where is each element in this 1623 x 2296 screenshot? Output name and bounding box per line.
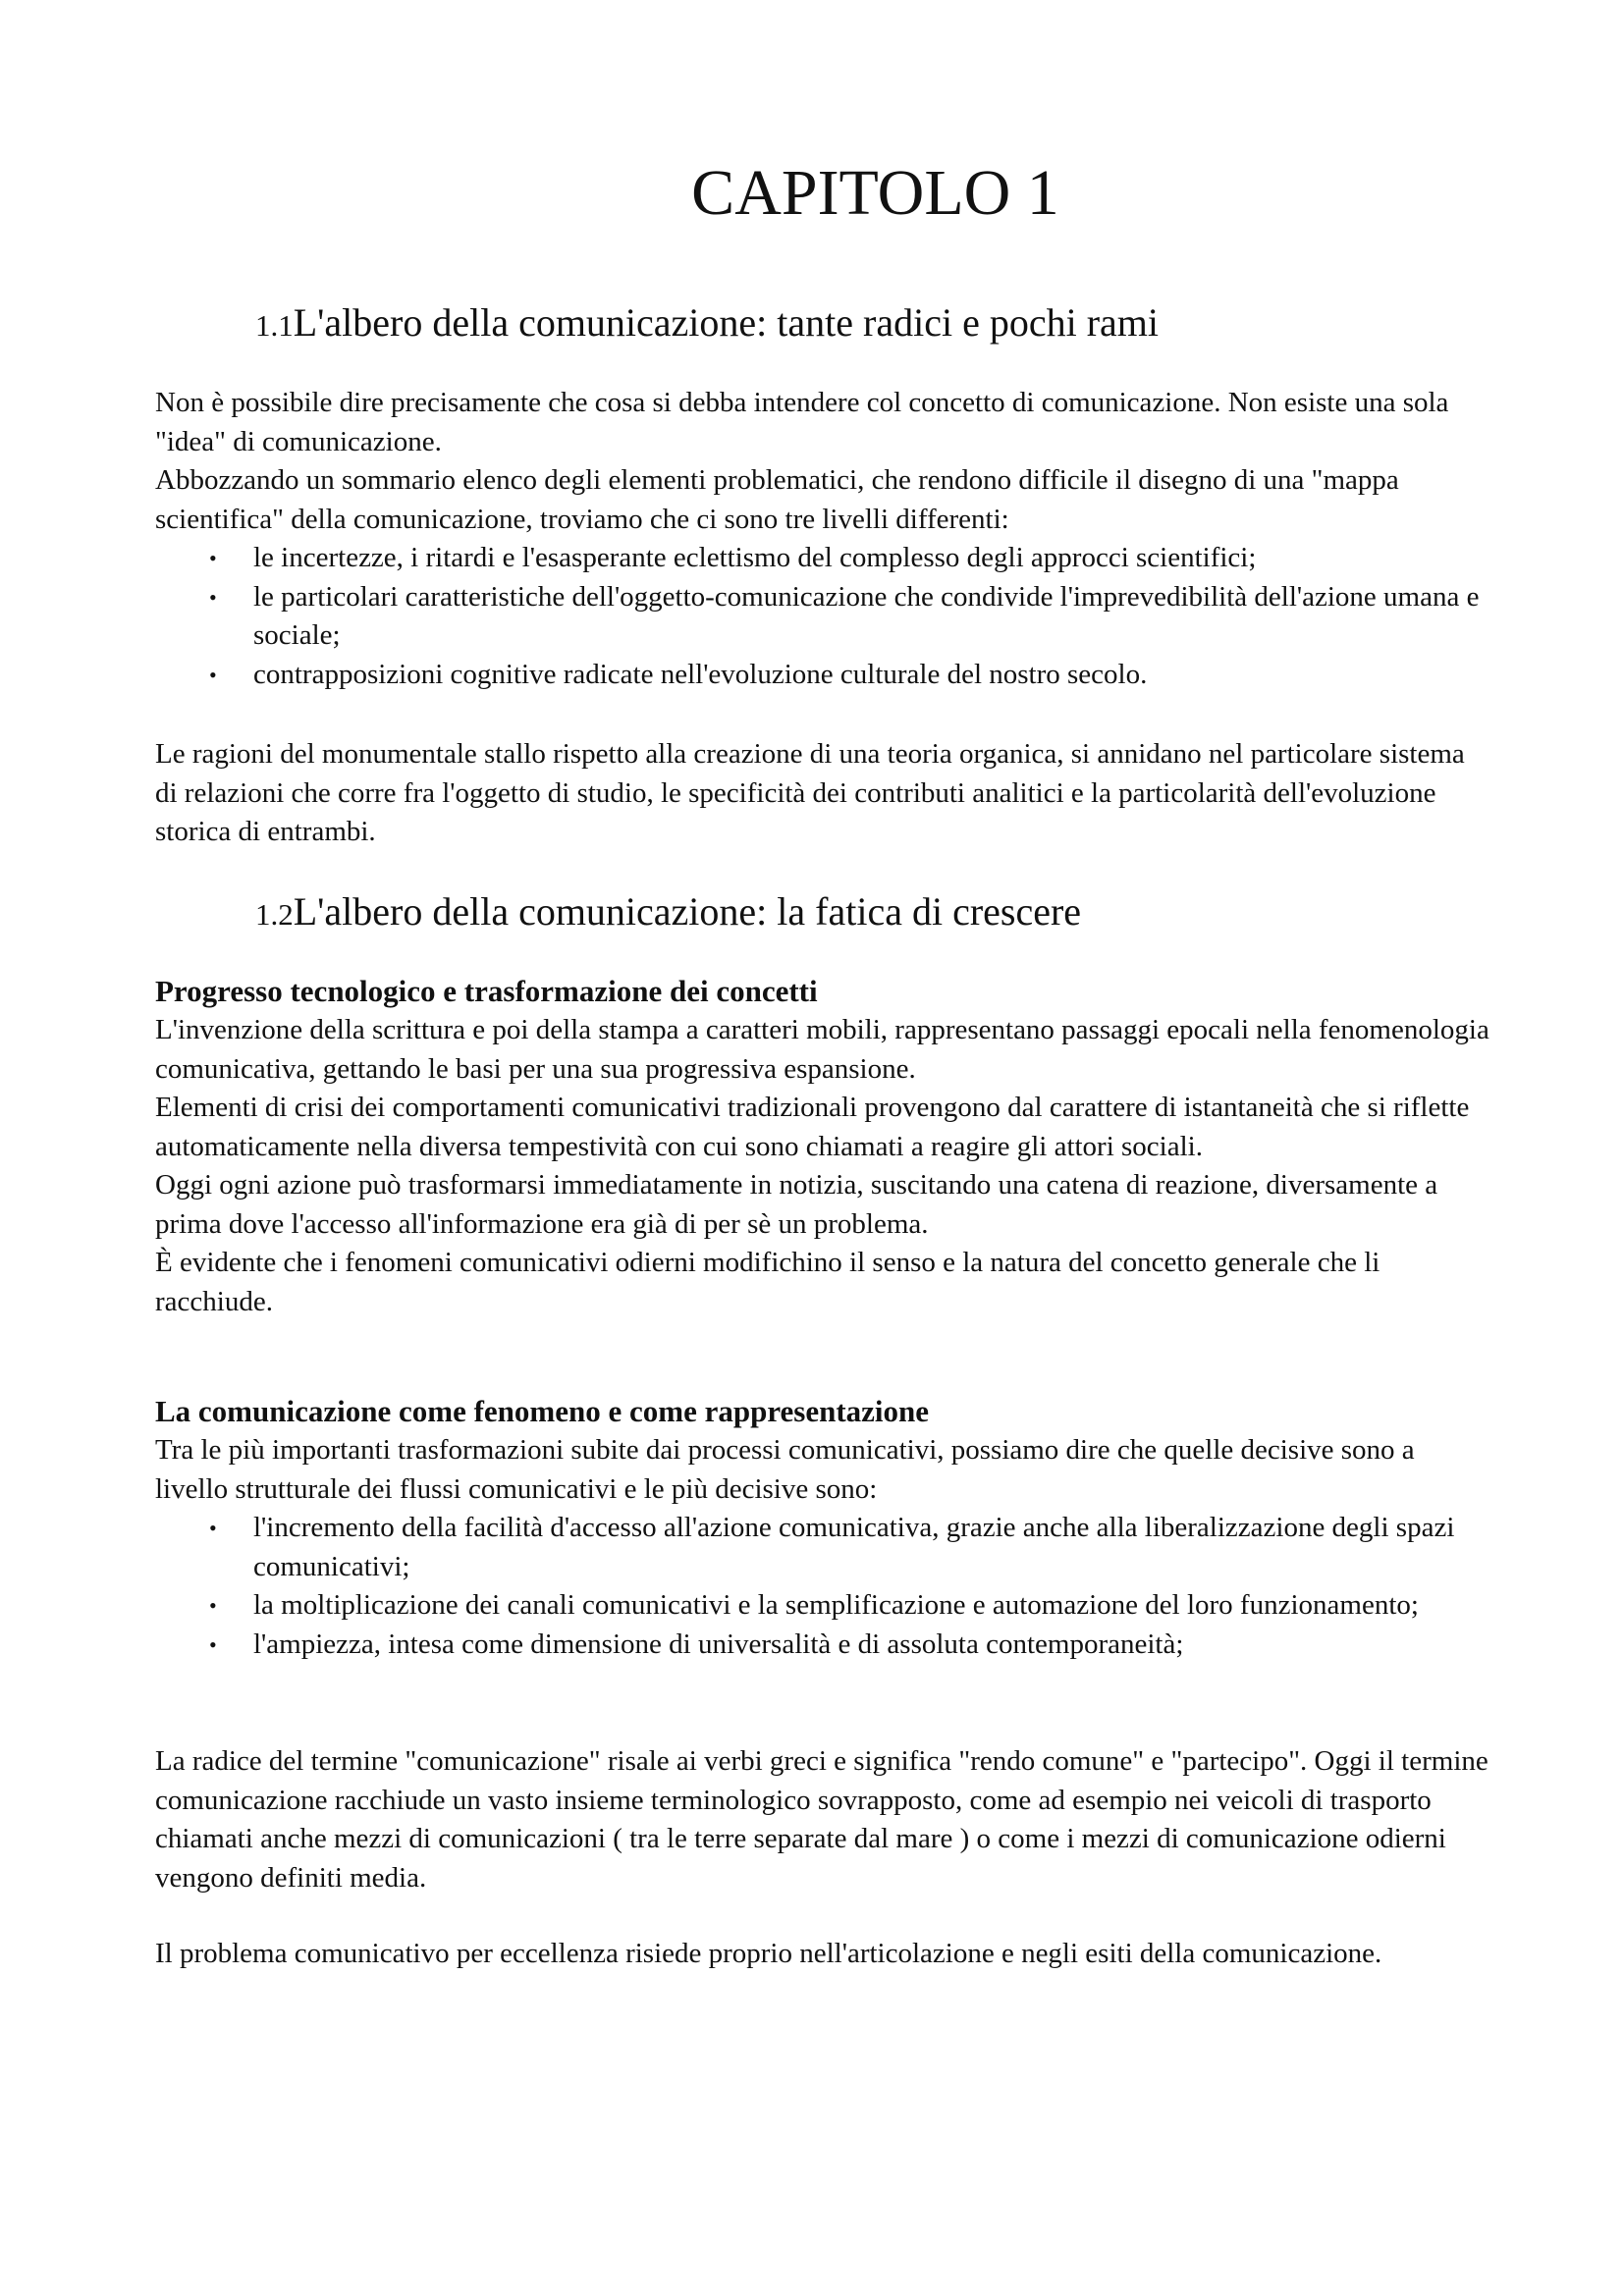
list-item: • le incertezze, i ritardi e l'esasperante eclettismo del complesso degli approcci scientifici;: [155, 539, 1490, 578]
section-1-1-closing: [155, 735, 1490, 852]
subsection-2-body: [155, 1431, 1490, 1664]
final-paragraph: [155, 1935, 1490, 1974]
paragraph: Elementi di crisi dei comportamenti comunicativi tradizionali provengono dal carattere di istantaneità che si riflette automaticamente nella diversa tempestività con cui sono chiamati a reagire gli attori sociali.: [155, 1092, 1470, 1162]
paragraph: Non è possibile dire precisamente che cosa si debba intendere col concetto di comunicazione. Non esiste una sola "idea" di comunicazione.: [155, 387, 1449, 457]
section-number: 1.2: [255, 897, 294, 932]
section-number: 1.1: [255, 308, 294, 343]
subsection-1-body: [155, 1011, 1490, 1321]
subsection-heading: Progresso tecnologico e trasformazione dei concetti: [155, 974, 818, 1008]
section-title: L'albero della comunicazione: tante radici e pochi rami: [293, 300, 1159, 345]
paragraph: L'invenzione della scrittura e poi della stampa a caratteri mobili, rappresentano passaggi epocali nella fenomenologia comunicativa, gettando le basi per una sua progressiva espansione.: [155, 1014, 1489, 1085]
paragraph: Tra le più importanti trasformazioni subite dai processi comunicativi, possiamo dire che quelle decisive sono a livello strutturale dei flussi comunicativi e le più decisive sono:: [155, 1434, 1415, 1505]
bullet-icon: •: [209, 1631, 217, 1657]
bullet-icon: •: [209, 662, 217, 687]
section-title: L'albero della comunicazione: la fatica di crescere: [293, 889, 1082, 934]
bullet-list: [155, 539, 1490, 694]
chapter-title: CAPITOLO 1: [691, 157, 1059, 229]
bullet-list: [155, 1509, 1490, 1664]
bullet-icon: •: [209, 1516, 217, 1540]
list-item: • l'incremento della facilità d'accesso all'azione comunicativa, grazie anche alla liberalizzazione degli spazi comunicativi;: [155, 1509, 1490, 1586]
bullet-icon: •: [209, 546, 217, 570]
paragraph: Il problema comunicativo per eccellenza risiede proprio nell'articolazione e negli esiti della comunicazione.: [155, 1938, 1382, 1969]
list-item: • le particolari caratteristiche dell'oggetto-comunicazione che condivide l'imprevedibilità dell'azione umana e sociale;: [155, 578, 1490, 656]
list-item: • la moltiplicazione dei canali comunicativi e la semplificazione e automazione del loro funzionamento;: [155, 1586, 1490, 1626]
list-item: • contrapposizioni cognitive radicate nell'evoluzione culturale del nostro secolo.: [155, 656, 1490, 695]
list-item: • l'ampiezza, intesa come dimensione di universalità e di assoluta contemporaneità;: [155, 1626, 1490, 1665]
section-1-1-body: [155, 384, 1490, 694]
subsection-heading: La comunicazione come fenomeno e come rappresentazione: [155, 1394, 930, 1428]
bullet-icon: •: [209, 1593, 217, 1618]
bullet-icon: •: [209, 584, 217, 610]
root-paragraph: [155, 1742, 1490, 1897]
paragraph: Oggi ogni azione può trasformarsi immediatamente in notizia, suscitando una catena di reazione, diversamente a prima dove l'accesso all'informazione era già di per sè un problema.: [155, 1169, 1438, 1240]
paragraph: Le ragioni del monumentale stallo rispetto alla creazione di una teoria organica, si annidano nel particolare sistema di relazioni che corre fra l'oggetto di studio, le specificità dei contributi analitici e la particolarità dell'evoluzione storica di entrambi.: [155, 738, 1465, 847]
paragraph: È evidente che i fenomeni comunicativi odierni modifichino il senso e la natura del concetto generale che li racchiude.: [155, 1247, 1380, 1317]
paragraph: La radice del termine "comunicazione" risale ai verbi greci e significa "rendo comune" e "partecipo". Oggi il termine comunicazione racchiude un vasto insieme terminologico sovrapposto, come ad esempio nei veicoli di trasporto chiamati anche mezzi di comunicazioni ( tra le terre separate dal mare ) o come i mezzi di comunicazione odierni vengono definiti media.: [155, 1745, 1488, 1894]
section-heading-1-2: [255, 886, 1081, 940]
paragraph: Abbozzando un sommario elenco degli elementi problematici, che rendono difficile il disegno di una "mappa scientifica" della comunicazione, troviamo che ci sono tre livelli differenti:: [155, 464, 1399, 535]
section-heading-1-1: [255, 297, 1159, 351]
